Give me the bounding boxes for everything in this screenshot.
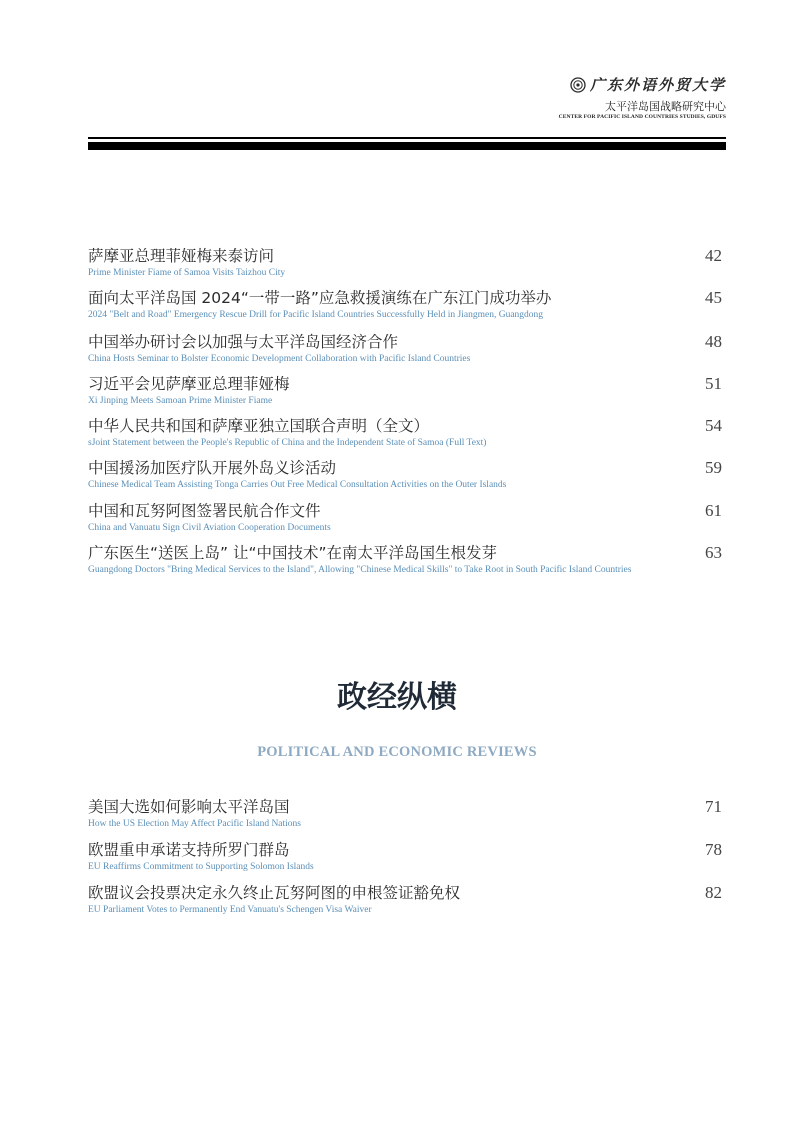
toc-entry-page: 82 — [705, 883, 722, 902]
toc-entry-page: 45 — [705, 288, 722, 307]
toc-entry[interactable] — [88, 374, 724, 407]
toc-entry[interactable] — [88, 543, 724, 576]
toc-entry[interactable] — [88, 840, 724, 873]
toc-entry-title-cn: 欧盟重申承诺支持所罗门群岛 — [88, 841, 290, 859]
header-divider-thick — [88, 142, 726, 150]
toc-entry-title-en: Prime Minister Fiame of Samoa Visits Taizhou City — [88, 268, 286, 278]
toc-entry-title-en: EU Reaffirms Commitment to Supporting Solomon Islands — [88, 862, 314, 872]
toc-entry[interactable] — [88, 458, 724, 491]
toc-entry-title-en: How the US Election May Affect Pacific Island Nations — [88, 819, 301, 829]
toc-entry-page: 42 — [705, 246, 722, 265]
toc-entry-title-cn: 中国举办研讨会以加强与太平洋岛国经济合作 — [88, 333, 399, 351]
section-title: 政经纵横 — [337, 680, 457, 715]
section-subtitle: POLITICAL AND ECONOMIC REVIEWS — [257, 744, 537, 760]
toc-list — [88, 246, 724, 576]
toc-entry-page: 78 — [705, 840, 722, 859]
toc-entry-page: 51 — [705, 374, 722, 393]
university-seal-icon — [570, 77, 586, 93]
toc-entry-title-cn: 萨摩亚总理菲娅梅来泰访问 — [88, 247, 275, 265]
center-name-cn: 太平洋岛国战略研究中心 — [605, 100, 726, 113]
toc-entry[interactable] — [88, 416, 724, 449]
toc-entry-title-cn: 美国大选如何影响太平洋岛国 — [88, 798, 290, 816]
toc-entry-title-cn: 中华人民共和国和萨摩亚独立国联合声明（全文） — [88, 417, 430, 435]
toc-entry[interactable] — [88, 797, 724, 830]
toc-entry-page: 54 — [705, 416, 722, 435]
header-divider-thin — [88, 137, 726, 139]
toc-entry-title-en: China Hosts Seminar to Bolster Economic Development Collaboration with Pacific Island Countries — [88, 354, 471, 364]
toc-entry-title-cn: 中国和瓦努阿图签署民航合作文件 — [88, 502, 321, 520]
toc-entry[interactable] — [88, 501, 724, 534]
toc-entry-title-en: sJoint Statement between the People's Republic of China and the Independent State of Samoa (Full Text) — [88, 438, 487, 448]
toc-entry-title-en: 2024 "Belt and Road" Emergency Rescue Drill for Pacific Island Countries Successfully Held in Jiangmen, Guangdong — [88, 310, 544, 320]
page-header — [88, 70, 726, 152]
center-name-en: CENTER FOR PACIFIC ISLAND COUNTRIES STUDIES, GDUFS — [558, 114, 726, 120]
toc-entry-title-cn: 习近平会见萨摩亚总理菲娅梅 — [88, 375, 290, 393]
toc-entry-title-en: Guangdong Doctors "Bring Medical Services to the Island", Allowing "Chinese Medical Skills" to Take Root in South Pacific Island Countries — [88, 565, 632, 575]
toc-entry[interactable] — [88, 332, 724, 365]
toc-entry-page: 61 — [705, 501, 722, 520]
toc-entry-page: 59 — [705, 458, 722, 477]
toc-entry-title-cn: 欧盟议会投票决定永久终止瓦努阿图的申根签证豁免权 — [88, 884, 461, 902]
toc-entry[interactable] — [88, 246, 724, 279]
toc-entry[interactable] — [88, 883, 724, 916]
toc-entry-title-en: EU Parliament Votes to Permanently End Vanuatu's Schengen Visa Waiver — [88, 905, 372, 915]
toc-entry-title-cn: 广东医生“送医上岛” 让“中国技术”在南太平洋岛国生根发芽 — [88, 544, 498, 562]
toc-entry-title-en: China and Vanuatu Sign Civil Aviation Cooperation Documents — [88, 523, 331, 533]
toc-entry-title-cn: 中国援汤加医疗队开展外岛义诊活动 — [88, 459, 337, 477]
university-logo — [570, 74, 726, 95]
university-name: 广东外语外贸大学 — [589, 76, 726, 94]
toc-list — [88, 797, 724, 916]
toc-entry-title-en: Chinese Medical Team Assisting Tonga Carries Out Free Medical Consultation Activities on the Outer Islands — [88, 480, 507, 490]
toc-entry-page: 63 — [705, 543, 722, 562]
toc-entry-title-cn: 面向太平洋岛国 2024“一带一路”应急救援演练在广东江门成功举办 — [88, 289, 552, 307]
toc-entry-title-en: Xi Jinping Meets Samoan Prime Minister Fiame — [88, 396, 273, 406]
toc-entry-page: 71 — [705, 797, 722, 816]
toc-entry[interactable] — [88, 288, 724, 321]
toc-entry-page: 48 — [705, 332, 722, 351]
